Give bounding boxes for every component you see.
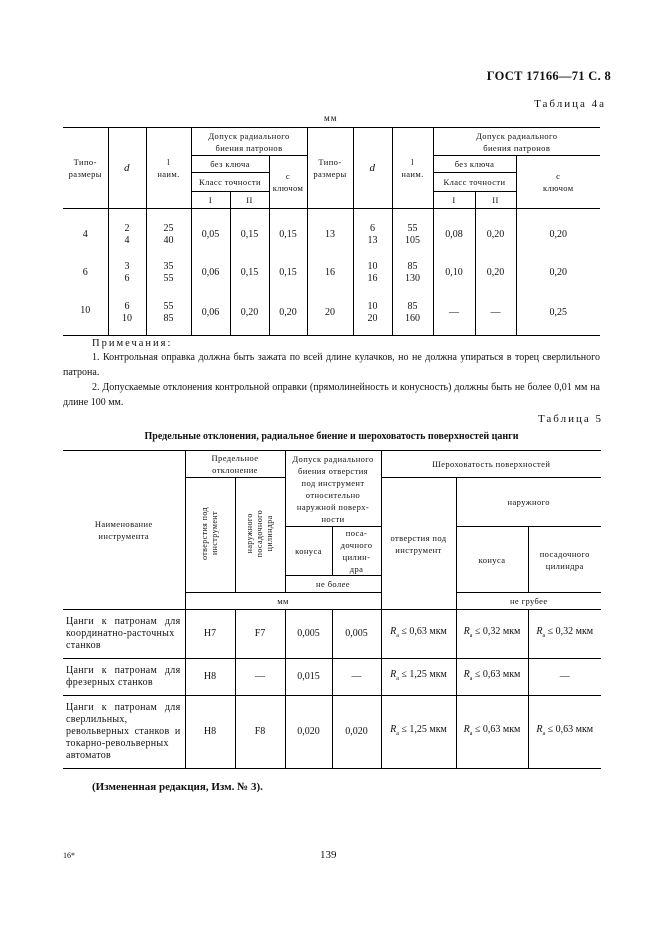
header-type-right: Типо- размеры [307,128,353,209]
row1-rough-seat: $R_a \le 0,32$ мкм [528,610,601,659]
row3-seat-runout: 0,020 [332,696,381,769]
row2-rough-cone: $R_a \le 0,63$ мкм [456,659,528,696]
row3-outer-tol: F8 [235,696,285,769]
row1-type-right: 13 [307,209,353,256]
row1-l-left: 25 40 [146,209,191,256]
header-not-more: не более [285,576,381,593]
row2-type-left: 6 [63,255,108,291]
row2-rough-seat: — [528,659,601,696]
row1-cone-runout: 0,005 [285,610,332,659]
header-d-right: d [353,128,392,209]
header-rough-hole: отверстия под инструмент [381,478,456,610]
header-not-rougher: не грубее [456,593,601,610]
header-with-key-left: с ключом [269,156,307,209]
row3-l-left: 55 85 [146,291,191,336]
table4a-unit: мм [324,113,338,123]
row2-class1-right: 0,10 [433,255,475,291]
row1-rough-cone: $R_a \le 0,32$ мкм [456,610,528,659]
header-runout-seat: поса- дочного цилин- дра [332,527,381,576]
header-no-key-right: без ключа [433,156,516,173]
row2-l-left: 35 55 [146,255,191,291]
row2-class2-left: 0,15 [230,255,269,291]
row2-key-left: 0,15 [269,255,307,291]
row1-rough-hole: $R_a \le 0,63$ мкм [381,610,456,659]
row3-d-left: 6 10 [108,291,146,336]
header-l-right: l наим. [392,128,433,209]
row3-key-left: 0,20 [269,291,307,336]
row3-cone-runout: 0,020 [285,696,332,769]
row3-key-right: 0,25 [516,291,600,336]
row1-type-left: 4 [63,209,108,256]
row3-class2-left: 0,20 [230,291,269,336]
table-4a [63,127,600,336]
row3-class1-left: 0,06 [191,291,230,336]
note-2: 2. Допускаемые отклонения контрольной оправки (прямолинейность и конусность) должны быть не более 0,01 мм на длине 100 мм. [63,382,600,408]
row1-class1-right: 0,08 [433,209,475,256]
header-l-left: l наим. [146,128,191,209]
row1-outer-tol: F7 [235,610,285,659]
header-rough-cone: конуса [456,527,528,593]
row3-class2-right: — [475,291,516,336]
row2-d-right: 10 16 [353,255,392,291]
row2-d-left: 3 6 [108,255,146,291]
table5-title: Предельные отклонения, радиальное биение и шероховатость поверхностей цанги [144,431,519,442]
row2-seat-runout: — [332,659,381,696]
row1-hole-tol: H7 [185,610,235,659]
row2-tool-name: Цанги к патронам для фрезерных станков [63,659,185,696]
row1-d-right: 6 13 [353,209,392,256]
row1-seat-runout: 0,005 [332,610,381,659]
notes-title: Примечания: [92,338,173,349]
header-unit-mm: мм [185,593,381,610]
header-class1-left: I [191,192,230,209]
header-no-key-left: без ключа [191,156,269,173]
header-runout-cone: конуса [285,527,332,576]
header-runout: Допуск радиального биения отверстия под инструмент относительно наружной поверх- ности [285,451,381,527]
row2-rough-hole: $R_a \le 1,25$ мкм [381,659,456,696]
header-limit: Предельное отклонение [185,451,285,478]
row3-type-right: 20 [307,291,353,336]
header-accuracy-right: Класс точности [433,173,516,192]
header-rough-seat: посадочного цилиндра [528,527,601,593]
row2-outer-tol: — [235,659,285,696]
row3-hole-tol: H8 [185,696,235,769]
row2-type-right: 16 [307,255,353,291]
table-5 [63,450,601,769]
header-tool-name: Наименование инструмента [63,451,185,610]
row3-tool-name: Цанги к патронам для сверлильных, револьверных станков и токарно-револьверных автоматов [63,696,185,769]
page-mark: 16* [63,851,75,860]
table5-caption: Таблица 5 [537,413,603,425]
header-tolerance-right: Допуск радиального биения патронов [433,128,600,156]
header-d-left: d [108,128,146,209]
row1-class1-left: 0,05 [191,209,230,256]
row1-l-right: 55 105 [392,209,433,256]
edition-note: (Измененная редакция, Изм. № 3). [92,781,263,793]
row1-tool-name: Цанги к патронам для координатно-расточных станков [63,610,185,659]
header-tolerance-left: Допуск радиального биения патронов [191,128,307,156]
row3-l-right: 85 160 [392,291,433,336]
header-type-left: Типо- размеры [63,128,108,209]
row1-class2-right: 0,20 [475,209,516,256]
header-limit-hole: отверстия под инструмент [185,478,235,593]
row2-class2-right: 0,20 [475,255,516,291]
table4a-caption: Таблица 4а [534,98,606,110]
row1-d-left: 2 4 [108,209,146,256]
header-limit-outer: наружного посадочного цилиндра [235,478,285,593]
row2-l-right: 85 130 [392,255,433,291]
document-reference: ГОСТ 17166—71 С. 8 [486,69,611,83]
header-class1-right: I [433,192,475,209]
row3-rough-seat: $R_a \le 0,63$ мкм [528,696,601,769]
header-class2-left: II [230,192,269,209]
row2-hole-tol: H8 [185,659,235,696]
row2-cone-runout: 0,015 [285,659,332,696]
header-class2-right: II [475,192,516,209]
row2-class1-left: 0,06 [191,255,230,291]
header-accuracy-left: Класс точности [191,173,269,192]
header-roughness: Шероховатость поверхностей [381,451,601,478]
row3-rough-cone: $R_a \le 0,63$ мкм [456,696,528,769]
row3-rough-hole: $R_a \le 1,25$ мкм [381,696,456,769]
row1-key-right: 0,20 [516,209,600,256]
row1-key-left: 0,15 [269,209,307,256]
row1-class2-left: 0,15 [230,209,269,256]
header-with-key-right: с ключом [516,156,600,209]
header-rough-outer: наружного [456,478,601,527]
row3-d-right: 10 20 [353,291,392,336]
row2-key-right: 0,20 [516,255,600,291]
page-number: 139 [320,849,337,861]
row3-class1-right: — [433,291,475,336]
row3-type-left: 10 [63,291,108,336]
note-1: 1. Контрольная оправка должна быть зажата по всей длине кулачков, но не должна упираться в торец сверлильного патрона. [63,352,600,378]
